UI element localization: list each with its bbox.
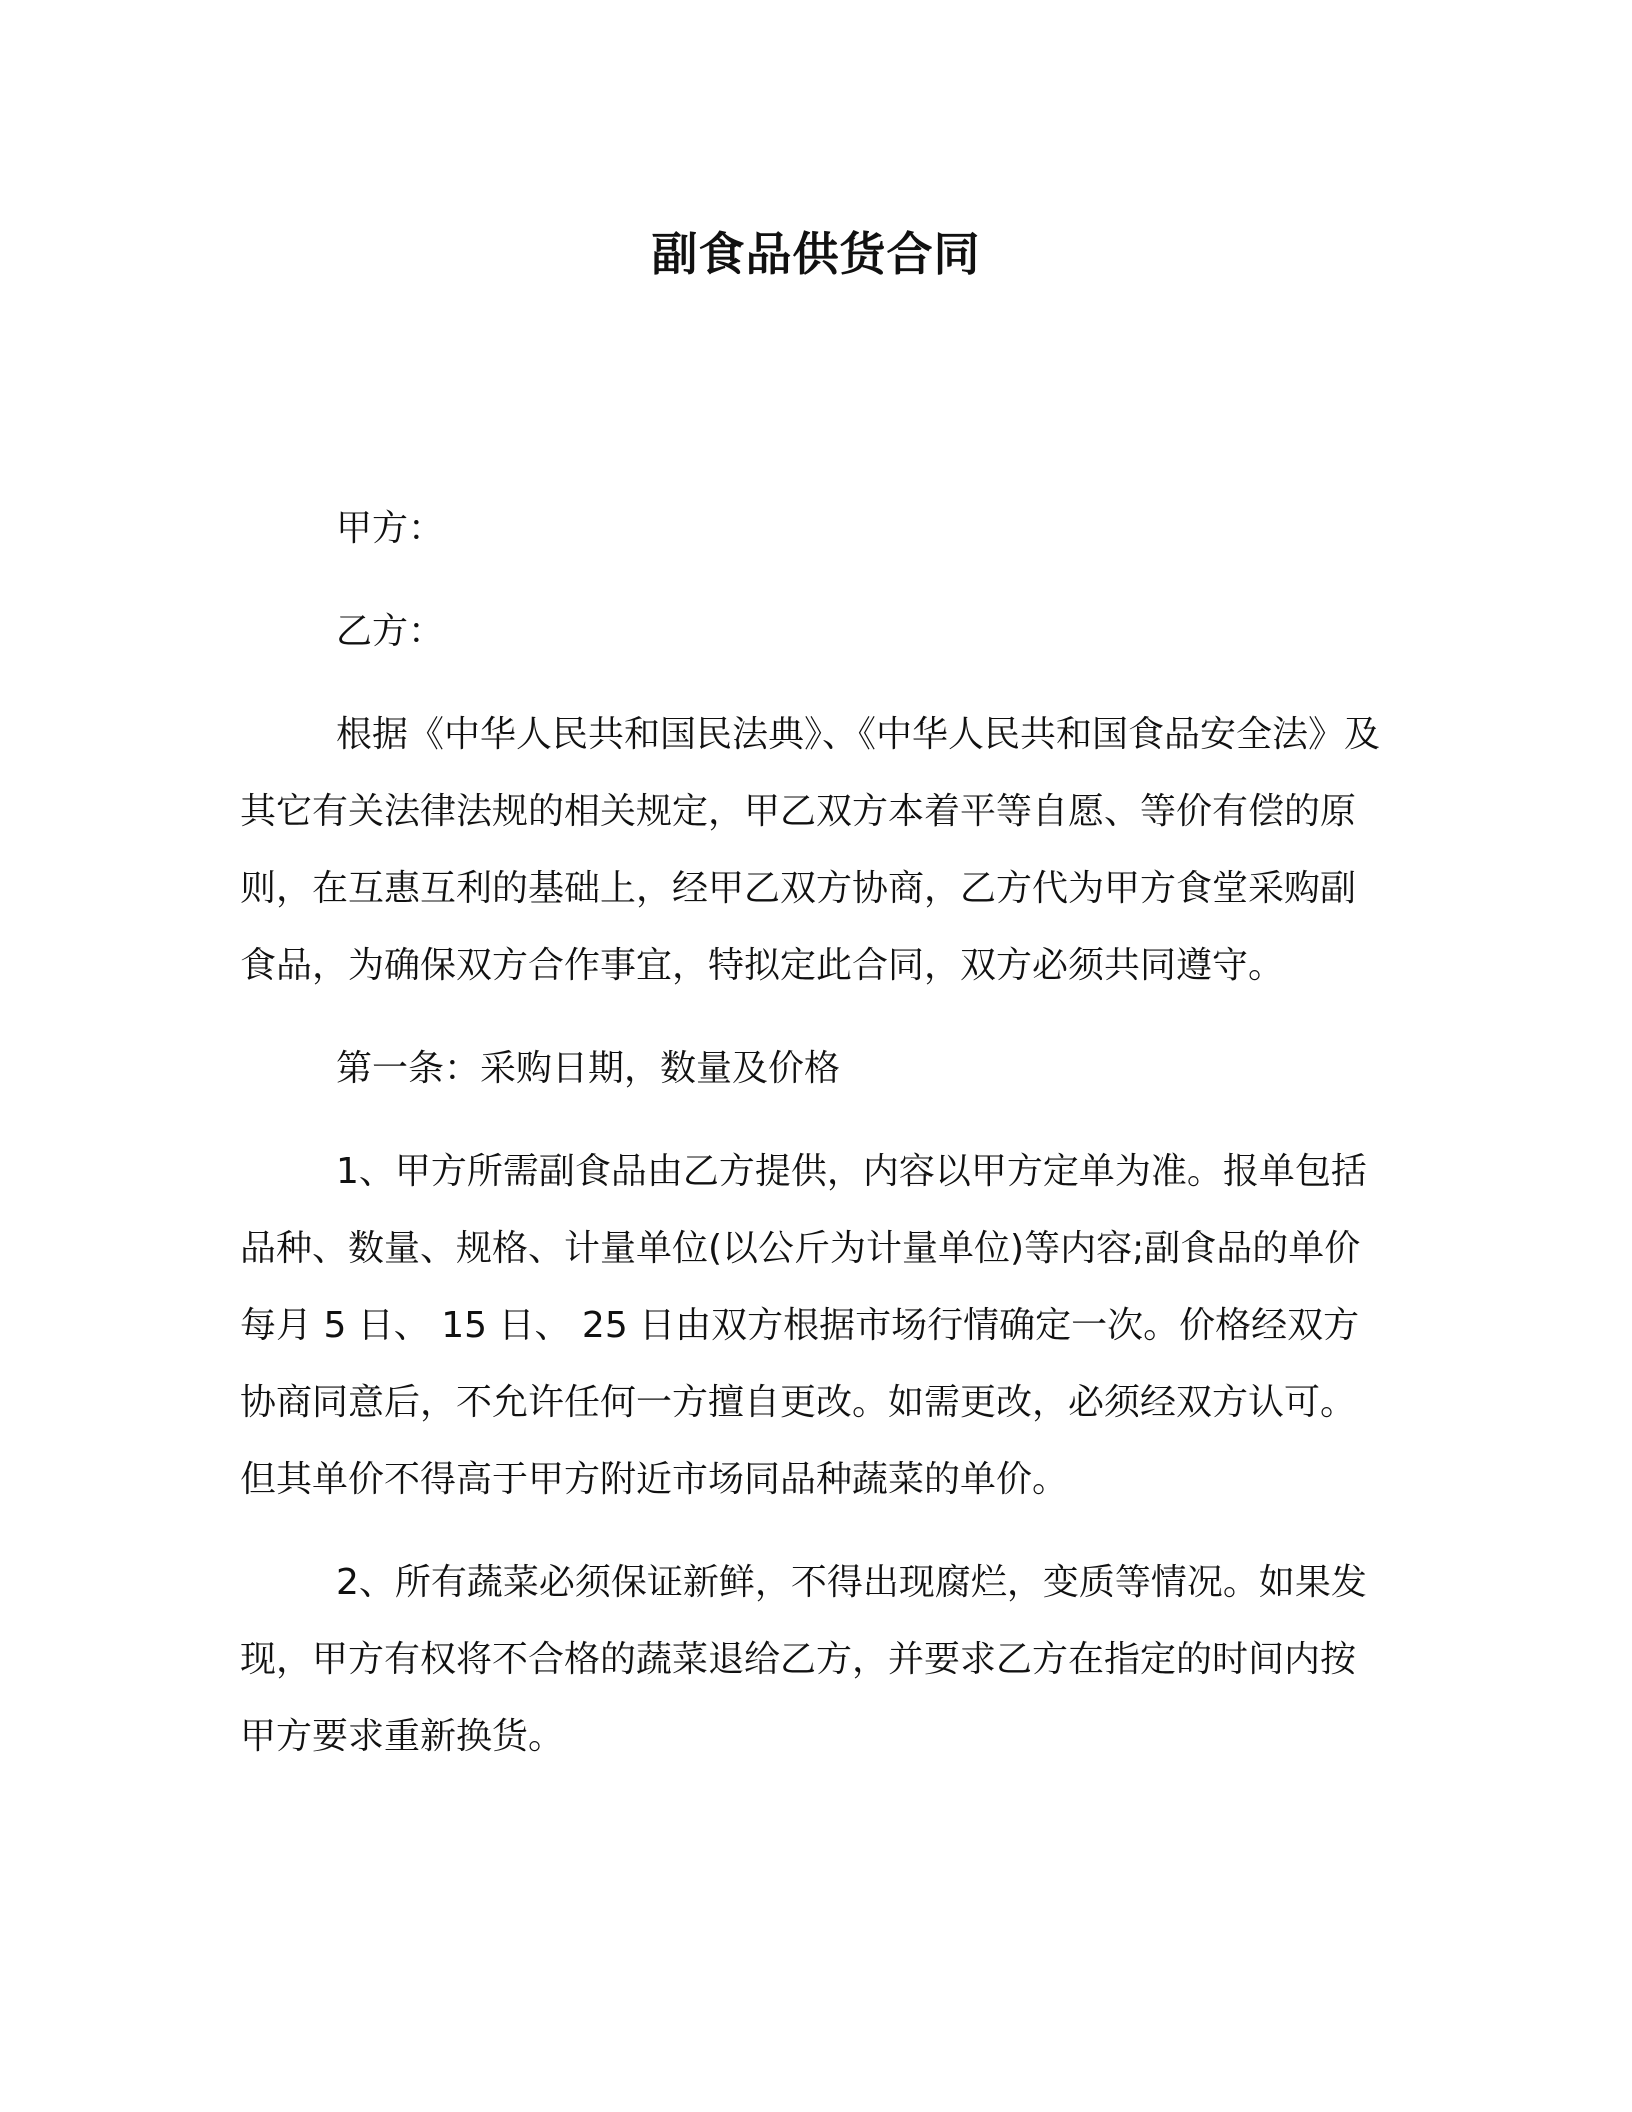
party-b-line: 乙方： [336,611,445,652]
party-a-line: 甲方： [336,508,445,549]
clause-2-paragraph: 2、所有蔬菜必须保证新鲜，不得出现腐烂，变质等情况。如果发现，甲方有权将不合格的蔬菜退给乙方，并要求乙方在指定的时间内按甲方要求重新换货。 [240,1562,1367,1757]
article-one-heading: 第一条：采购日期，数量及价格 [336,1048,841,1089]
preamble-paragraph: 根据《中华人民共和国民法典》、《中华人民共和国食品安全法》及其它有关法律法规的相关规定，甲乙双方本着平等自愿、等价有偿的原则，在互惠互利的基础上，经甲乙双方协商，乙方代为甲方食堂采购副食品，为确保双方合作事宜，特拟定此合同，双方必须共同遵守。 [240,714,1381,986]
clause-1-paragraph: 1、甲方所需副食品由乙方提供，内容以甲方定单为准。报单包括品种、数量、规格、计量单位(以公斤为计量单位)等内容;副食品的单价每月 5 日、 15 日、 25 日由双方根据市场行情确定一次。价格经双方协商同意后，不允许任何一方擅自更改。如需更改，必须经双方认可。但其单价不得高于甲方附近市场同品种蔬菜的单价。 [240,1151,1367,1500]
document-body [240,490,1390,1801]
document-title: 副食品供货合同 [651,227,981,281]
